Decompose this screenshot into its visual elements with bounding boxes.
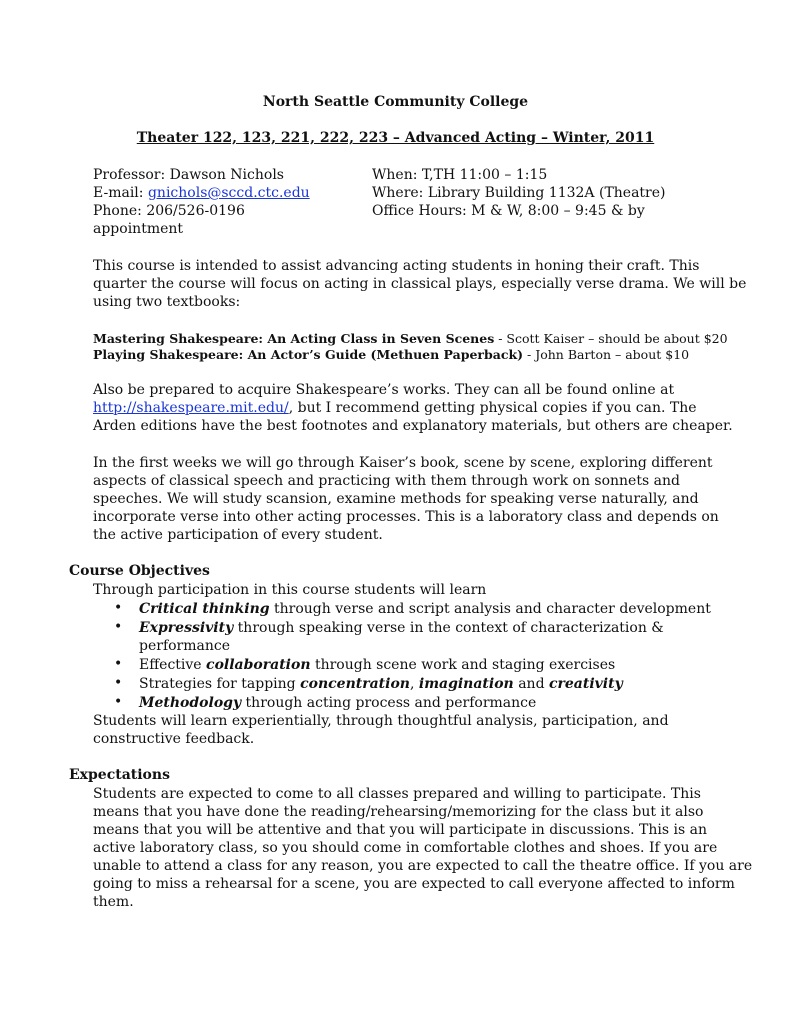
office-hours-line: Office Hours: M & W, 8:00 – 9:45 & by: [372, 203, 645, 219]
when-line: When: T,TH 11:00 – 1:15: [372, 167, 548, 183]
expectations-line-5: unable to attend a class for any reason, you are expected to call the theatre office. If you are: [93, 858, 753, 874]
objective-item-1: [139, 600, 711, 618]
objective-4-pre: Strategies for tapping: [139, 676, 301, 692]
objective-item-4: [139, 675, 623, 693]
expectations-heading: Expectations: [69, 767, 170, 783]
objective-2-emphasis: Expressivity: [139, 620, 234, 636]
objectives-heading: Course Objectives: [69, 563, 210, 579]
expectations-line-6: going to miss a rehearsal for a scene, you are expected to call everyone affected to inform: [93, 876, 735, 892]
first-weeks-line-1: In the first weeks we will go through Kaiser’s book, scene by scene, exploring different: [93, 455, 713, 471]
expectations-line-7: them.: [93, 894, 134, 910]
objective-4-emphasis-2: imagination: [418, 676, 514, 692]
appointment-line: appointment: [93, 221, 184, 237]
objective-4-sep-1: ,: [409, 676, 419, 692]
textbook-2: [93, 346, 689, 363]
objective-4-sep-2: and: [513, 676, 549, 692]
objective-3-emphasis: collaboration: [206, 657, 311, 673]
first-weeks-line-3: speeches. We will study scansion, examine methods for speaking verse naturally, and: [93, 491, 699, 507]
intro-line-2: quarter the course will focus on acting in classical plays, especially verse drama. We will be: [93, 276, 747, 292]
college-title: North Seattle Community College: [262, 94, 529, 110]
textbook-2-title: Playing Shakespeare: An Actor’s Guide (Methuen Paperback): [93, 347, 524, 362]
email-line: [93, 184, 310, 202]
objective-item-2: [139, 619, 664, 637]
objective-5-text: through acting process and performance: [241, 695, 537, 711]
intro-line-1: This course is intended to assist advancing acting students in honing their craft. This: [93, 258, 700, 274]
bullet-icon: •: [114, 600, 123, 616]
bullet-icon: •: [114, 675, 123, 691]
objective-4-emphasis-3: creativity: [548, 676, 623, 692]
first-weeks-line-5: the active participation of every student.: [93, 527, 383, 543]
textbook-1-detail: - Scott Kaiser – should be about $20: [494, 331, 728, 346]
objectives-intro: Through participation in this course students will learn: [93, 582, 487, 598]
course-title: Theater 122, 123, 221, 222, 223 – Advanced Acting – Winter, 2011: [136, 130, 655, 146]
expectations-line-3: means that you will be attentive and that you will participate in discussions. This is an: [93, 822, 707, 838]
bullet-icon: •: [114, 656, 123, 672]
works-line-2-rest: , but I recommend getting physical copies if you can. The: [288, 400, 697, 416]
objectives-outro-1: Students will learn experientially, through thoughtful analysis, participation, and: [93, 713, 669, 729]
objectives-outro-2: constructive feedback.: [93, 731, 255, 747]
objective-item-5: [139, 694, 536, 712]
professor-line: Professor: Dawson Nichols: [93, 167, 284, 183]
first-weeks-line-2: aspects of classical speech and practicing with them through work on sonnets and: [93, 473, 680, 489]
works-line-2: [93, 399, 697, 417]
objective-4-emphasis-1: concentration: [300, 676, 410, 692]
textbook-1-title: Mastering Shakespeare: An Acting Class in Seven Scenes: [93, 331, 495, 346]
phone-line: Phone: 206/526-0196: [93, 203, 245, 219]
objective-1-text: through verse and script analysis and character development: [269, 601, 711, 617]
objective-3-pre: Effective: [139, 657, 207, 673]
objective-3-text: through scene work and staging exercises: [310, 657, 616, 673]
objective-5-emphasis: Methodology: [139, 695, 242, 711]
shakespeare-link[interactable]: http://shakespeare.mit.edu/: [93, 400, 289, 416]
intro-line-3: using two textbooks:: [93, 294, 241, 310]
email-label: E-mail:: [93, 185, 148, 201]
objective-1-emphasis: Critical thinking: [139, 601, 270, 617]
expectations-line-2: means that you have done the reading/rehearsing/memorizing for the class but it also: [93, 804, 704, 820]
bullet-icon: •: [114, 619, 123, 635]
objective-item-2-cont: performance: [139, 638, 231, 654]
first-weeks-line-4: incorporate verse into other acting processes. This is a laboratory class and depends on: [93, 509, 719, 525]
email-link[interactable]: gnichols@sccd.ctc.edu: [147, 185, 310, 201]
expectations-line-1: Students are expected to come to all classes prepared and willing to participate. This: [93, 786, 701, 802]
expectations-line-4: active laboratory class, so you should come in comfortable clothes and shoes. If you are: [93, 840, 718, 856]
textbook-2-detail: - John Barton – about $10: [523, 347, 690, 362]
works-line-1: Also be prepared to acquire Shakespeare’s works. They can all be found online at: [93, 382, 675, 398]
bullet-icon: •: [114, 694, 123, 710]
textbook-1: [93, 330, 728, 347]
objective-2-text: through speaking verse in the context of characterization &: [233, 620, 664, 636]
where-line: Where: Library Building 1132A (Theatre): [372, 185, 666, 201]
objective-item-3: [139, 656, 615, 674]
works-line-3: Arden editions have the best footnotes and explanatory materials, but others are cheaper.: [93, 418, 733, 434]
